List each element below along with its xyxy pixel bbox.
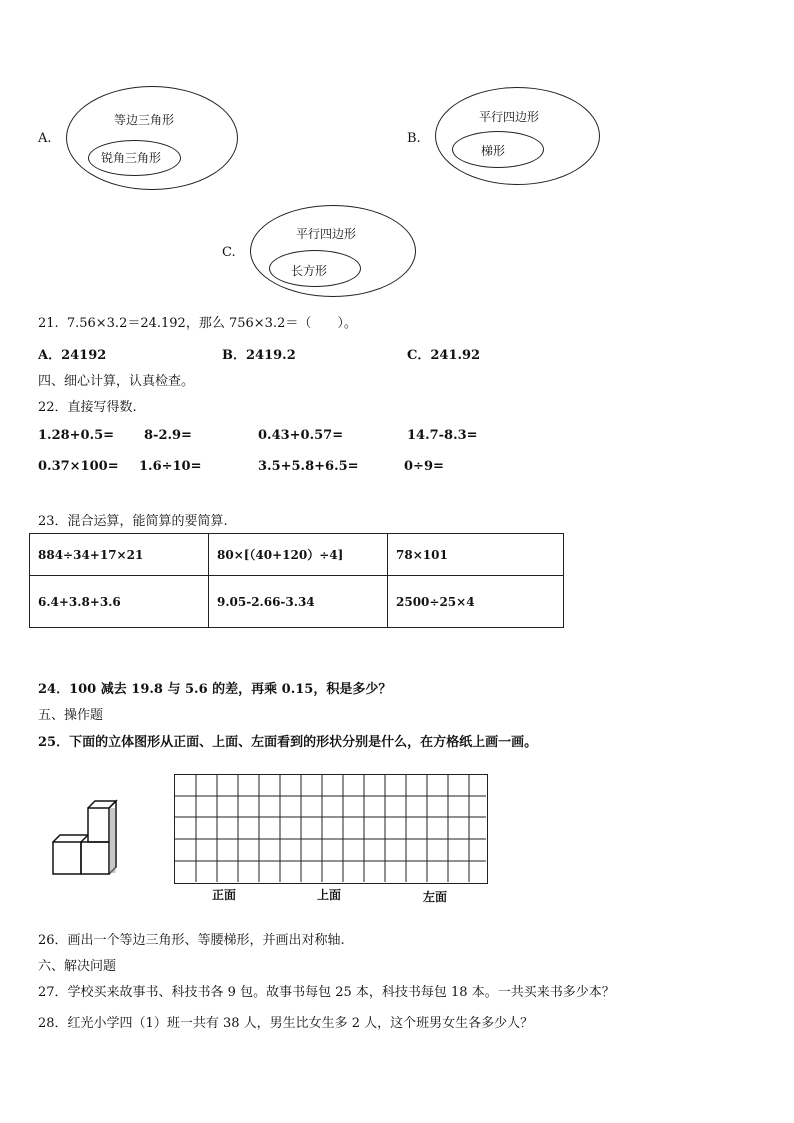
grid-caption-left: 左面	[423, 890, 448, 904]
q22-item: 8-2.9=	[144, 428, 192, 443]
question-26: 26．画出一个等边三角形、等腰梯形，并画出对称轴.	[38, 933, 345, 948]
q22-item: 1.28+0.5=	[38, 428, 115, 443]
question-27: 27．学校买来故事书、科技书各 9 包。故事书每包 25 本，科技书每包 18 本。一共买来书多少本？	[38, 985, 615, 1000]
table-row	[30, 534, 564, 576]
venn-inner-label: 长方形	[291, 264, 328, 278]
table-cell: 884÷34+17×21	[30, 534, 209, 576]
table-cell: 2500÷25×4	[388, 576, 564, 628]
option-a-label: A.	[38, 131, 52, 146]
q22-item: 0.37×100=	[38, 459, 119, 474]
table-cell: 9.05-2.66-3.34	[209, 576, 388, 628]
question-28: 28．红光小学四（1）班一共有 38 人，男生比女生多 2 人，这个班男女生各多少人？	[38, 1016, 534, 1031]
q22-item: 0.43+0.57=	[258, 428, 344, 443]
venn-outer-label: 平行四边形	[296, 227, 357, 241]
question-stem: 7.56×3.2＝24.192，那么 756×3.2＝（ ）。	[66, 316, 357, 331]
option-b-label: B.	[407, 131, 421, 146]
option-c-label: C.	[222, 245, 236, 260]
grid-paper	[174, 774, 488, 884]
q22-item: 14.7-8.3=	[407, 428, 478, 443]
q22-item: 1.6÷10=	[139, 459, 202, 474]
question-25: 25．下面的立体图形从正面、上面、左面看到的形状分别是什么，在方格纸上画一画。	[38, 735, 538, 750]
q21-option-a: A．24192	[38, 348, 107, 363]
table-cell: 78×101	[388, 534, 564, 576]
table-cell: 6.4+3.8+3.6	[30, 576, 209, 628]
question-number: 21.	[38, 316, 59, 331]
section-heading-4: 四、细心计算，认真检查。	[38, 374, 195, 389]
q21-option-b: B．2419.2	[222, 348, 296, 363]
table-row	[30, 576, 564, 628]
venn-inner-label: 梯形	[481, 144, 506, 158]
q21-option-c: C．241.92	[407, 348, 481, 363]
venn-outer-label: 等边三角形	[114, 113, 175, 127]
calculation-table	[29, 533, 564, 628]
question-21	[38, 312, 357, 331]
q22-item: 3.5+5.8+6.5=	[258, 459, 359, 474]
table-cell: 80×[（40+120）÷4]	[209, 534, 388, 576]
venn-outer-label: 平行四边形	[479, 110, 540, 124]
question-23-title: 23．混合运算，能简算的要简算.	[38, 514, 228, 529]
section-heading-6: 六、解决问题	[38, 959, 117, 974]
venn-inner-label: 锐角三角形	[101, 151, 162, 165]
question-22-title: 22．直接写得数.	[38, 400, 137, 415]
q22-item: 0÷9=	[404, 459, 444, 474]
cube-figure	[50, 798, 130, 878]
section-heading-5: 五、操作题	[38, 708, 104, 723]
grid-caption-top: 上面	[317, 888, 342, 902]
grid-caption-front: 正面	[212, 888, 237, 902]
grid-lines	[175, 775, 486, 882]
question-24: 24．100 减去 19.8 与 5.6 的差，再乘 0.15，积是多少？	[38, 682, 392, 697]
